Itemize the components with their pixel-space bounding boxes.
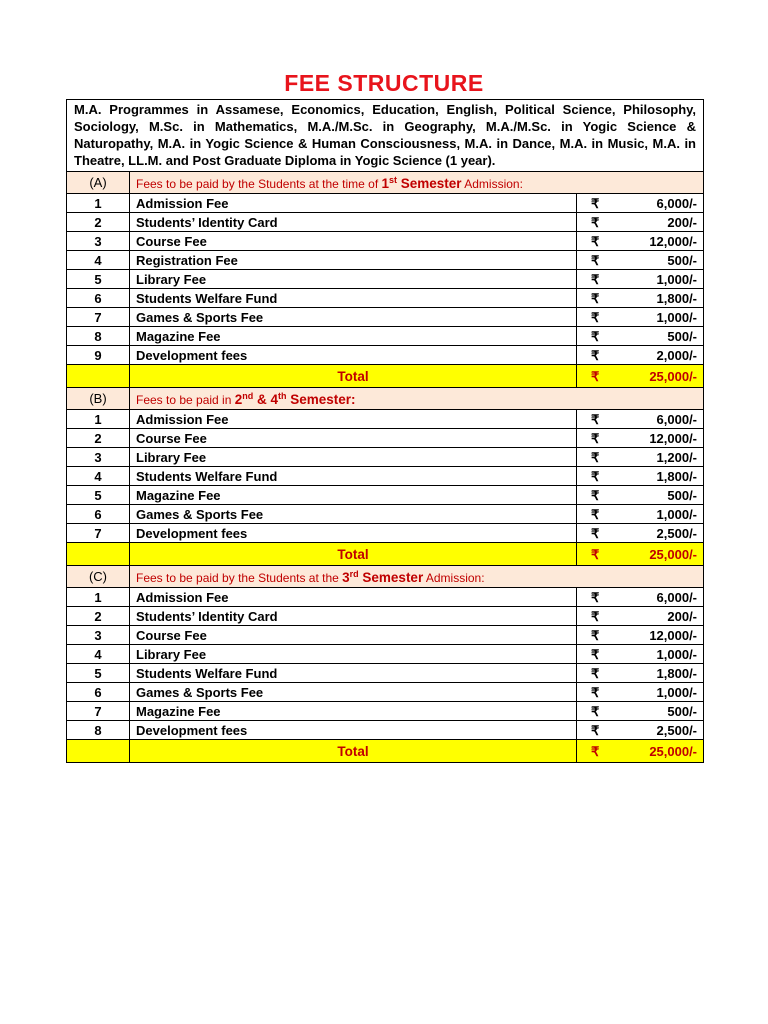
fee-item: Students Welfare Fund [130, 664, 577, 683]
section-b-total-row [67, 543, 704, 566]
rupee-icon: ₹ [591, 722, 600, 738]
fee-item: Games & Sports Fee [130, 308, 577, 327]
rupee-icon: ₹ [591, 546, 600, 562]
fee-item: Library Fee [130, 448, 577, 467]
fee-amount-cell [577, 308, 704, 327]
fee-amount-cell [577, 588, 704, 607]
rupee-icon: ₹ [591, 309, 600, 325]
fee-item: Course Fee [130, 626, 577, 645]
fee-row [67, 410, 704, 429]
fee-amount-cell [577, 213, 704, 232]
row-number: 6 [67, 289, 130, 308]
fee-amount: 1,200/- [656, 449, 698, 465]
fee-amount-cell [577, 467, 704, 486]
row-number: 1 [67, 588, 130, 607]
fee-amount: 1,000/- [656, 309, 698, 325]
fee-amount: 200/- [667, 214, 698, 230]
rupee-icon: ₹ [591, 487, 600, 503]
fee-row [67, 607, 704, 626]
fee-amount: 6,000/- [656, 195, 698, 211]
fee-item: Course Fee [130, 429, 577, 448]
fee-amount: 1,800/- [656, 290, 698, 306]
fee-row [67, 346, 704, 365]
fee-row [67, 194, 704, 213]
section-a-header [67, 172, 704, 194]
row-number: 7 [67, 308, 130, 327]
fee-row [67, 702, 704, 721]
total-label: Total [130, 740, 577, 763]
fee-amount: 200/- [667, 608, 698, 624]
fee-amount: 12,000/- [649, 627, 698, 643]
fee-amount-cell [577, 683, 704, 702]
fee-amount: 2,000/- [656, 347, 698, 363]
row-number: 7 [67, 524, 130, 543]
rupee-icon: ₹ [591, 233, 600, 249]
fee-amount-cell [577, 607, 704, 626]
section-b-header [67, 388, 704, 410]
fee-amount: 1,800/- [656, 468, 698, 484]
row-number: 2 [67, 607, 130, 626]
fee-row [67, 270, 704, 289]
fee-row [67, 505, 704, 524]
row-number: 3 [67, 626, 130, 645]
rupee-icon: ₹ [591, 271, 600, 287]
fee-amount: 500/- [667, 252, 698, 268]
fee-amount: 12,000/- [649, 233, 698, 249]
rupee-icon: ₹ [591, 252, 600, 268]
fee-item: Magazine Fee [130, 327, 577, 346]
fee-item: Admission Fee [130, 410, 577, 429]
fee-item: Students’ Identity Card [130, 213, 577, 232]
section-b-label: (B) [67, 388, 130, 410]
row-number: 6 [67, 683, 130, 702]
fee-amount-cell [577, 289, 704, 308]
row-number: 4 [67, 467, 130, 486]
fee-item: Library Fee [130, 270, 577, 289]
fee-amount-cell [577, 270, 704, 289]
fee-item: Registration Fee [130, 251, 577, 270]
rupee-icon: ₹ [591, 525, 600, 541]
rupee-icon: ₹ [591, 347, 600, 363]
fee-amount-cell [577, 346, 704, 365]
fee-amount-cell [577, 721, 704, 740]
fee-amount-cell [577, 702, 704, 721]
rupee-icon: ₹ [591, 328, 600, 344]
fee-row [67, 645, 704, 664]
fee-amount-cell [577, 524, 704, 543]
rupee-icon: ₹ [591, 703, 600, 719]
fee-amount: 1,000/- [656, 646, 698, 662]
fee-amount-cell [577, 194, 704, 213]
fee-amount: 2,500/- [656, 525, 698, 541]
row-number: 5 [67, 664, 130, 683]
rupee-icon: ₹ [591, 506, 600, 522]
fee-item: Students’ Identity Card [130, 607, 577, 626]
fee-item: Admission Fee [130, 588, 577, 607]
fee-row [67, 721, 704, 740]
row-number: 1 [67, 410, 130, 429]
fee-amount: 500/- [667, 328, 698, 344]
fee-row [67, 626, 704, 645]
intro-row [67, 100, 704, 172]
row-number: 4 [67, 251, 130, 270]
section-a-heading: Fees to be paid by the Students at the time of 1st Semester Admission: [130, 172, 704, 194]
rupee-icon: ₹ [591, 214, 600, 230]
fee-row [67, 664, 704, 683]
fee-item: Admission Fee [130, 194, 577, 213]
fee-item: Development fees [130, 524, 577, 543]
fee-amount: 1,000/- [656, 271, 698, 287]
fee-amount-cell [577, 486, 704, 505]
total-amount-cell [577, 740, 704, 763]
rupee-icon: ₹ [591, 684, 600, 700]
fee-row [67, 486, 704, 505]
fee-amount-cell [577, 505, 704, 524]
fee-amount: 2,500/- [656, 722, 698, 738]
fee-row [67, 289, 704, 308]
fee-amount-cell [577, 410, 704, 429]
fee-row [67, 448, 704, 467]
fee-amount-cell [577, 645, 704, 664]
row-number: 2 [67, 213, 130, 232]
section-c-label: (C) [67, 566, 130, 588]
fee-amount: 500/- [667, 703, 698, 719]
section-c-total-row [67, 740, 704, 763]
total-amount-cell [577, 543, 704, 566]
rupee-icon: ₹ [591, 368, 600, 384]
rupee-icon: ₹ [591, 468, 600, 484]
row-number: 6 [67, 505, 130, 524]
fee-row [67, 251, 704, 270]
row-number: 9 [67, 346, 130, 365]
row-number: 1 [67, 194, 130, 213]
fee-amount-cell [577, 626, 704, 645]
fee-item: Magazine Fee [130, 486, 577, 505]
fee-row [67, 308, 704, 327]
rupee-icon: ₹ [591, 665, 600, 681]
row-number: 5 [67, 486, 130, 505]
row-number: 3 [67, 232, 130, 251]
fee-amount: 1,000/- [656, 506, 698, 522]
fee-item: Magazine Fee [130, 702, 577, 721]
fee-item: Development fees [130, 721, 577, 740]
fee-amount-cell [577, 664, 704, 683]
total-label: Total [130, 365, 577, 388]
fee-item: Games & Sports Fee [130, 505, 577, 524]
row-number: 4 [67, 645, 130, 664]
fee-row [67, 467, 704, 486]
programmes-description: M.A. Programmes in Assamese, Economics, Education, English, Political Science, Philosophy, Sociology, M.Sc. in Mathematics, M.A./M.Sc. in Geography, M.A./M.Sc. in Yogic Science & Naturopathy, M.A. in Yogic Science & Human Consciousness, M.A. in Dance, M.A. in Music, M.A. in Theatre, LL.M. and Post Graduate Diploma in Yogic Science (1 year). [67, 100, 704, 172]
fee-amount-cell [577, 251, 704, 270]
rupee-icon: ₹ [591, 195, 600, 211]
fee-amount: 1,000/- [656, 684, 698, 700]
rupee-icon: ₹ [591, 627, 600, 643]
rupee-icon: ₹ [591, 430, 600, 446]
fee-amount: 6,000/- [656, 589, 698, 605]
fee-row [67, 327, 704, 346]
fee-row [67, 232, 704, 251]
fee-row [67, 213, 704, 232]
rupee-icon: ₹ [591, 449, 600, 465]
fee-row [67, 683, 704, 702]
fee-item: Library Fee [130, 645, 577, 664]
row-number: 2 [67, 429, 130, 448]
rupee-icon: ₹ [591, 743, 600, 759]
row-number: 8 [67, 721, 130, 740]
row-number: 5 [67, 270, 130, 289]
section-a-total-row [67, 365, 704, 388]
rupee-icon: ₹ [591, 646, 600, 662]
row-number: 8 [67, 327, 130, 346]
fee-amount: 500/- [667, 487, 698, 503]
fee-amount-cell [577, 327, 704, 346]
fee-amount-cell [577, 448, 704, 467]
total-label: Total [130, 543, 577, 566]
fee-item: Students Welfare Fund [130, 467, 577, 486]
fee-item: Students Welfare Fund [130, 289, 577, 308]
fee-item: Development fees [130, 346, 577, 365]
fee-amount: 1,800/- [656, 665, 698, 681]
row-number: 7 [67, 702, 130, 721]
fee-amount-cell [577, 232, 704, 251]
fee-item: Course Fee [130, 232, 577, 251]
rupee-icon: ₹ [591, 608, 600, 624]
row-number: 3 [67, 448, 130, 467]
total-amount: 25,000/- [649, 546, 698, 562]
fee-item: Games & Sports Fee [130, 683, 577, 702]
rupee-icon: ₹ [591, 589, 600, 605]
section-b-heading: Fees to be paid in 2nd & 4th Semester: [130, 388, 704, 410]
fee-row [67, 429, 704, 448]
fee-row [67, 524, 704, 543]
section-a-label: (A) [67, 172, 130, 194]
section-c-header [67, 566, 704, 588]
total-amount-cell [577, 365, 704, 388]
fee-amount: 12,000/- [649, 430, 698, 446]
total-amount: 25,000/- [649, 368, 698, 384]
page-title: FEE STRUCTURE [284, 70, 484, 96]
total-amount: 25,000/- [649, 743, 698, 759]
fee-amount: 6,000/- [656, 411, 698, 427]
fee-row [67, 588, 704, 607]
rupee-icon: ₹ [591, 411, 600, 427]
rupee-icon: ₹ [591, 290, 600, 306]
section-c-heading: Fees to be paid by the Students at the 3rd Semester Admission: [130, 566, 704, 588]
fee-table [66, 99, 704, 763]
fee-amount-cell [577, 429, 704, 448]
